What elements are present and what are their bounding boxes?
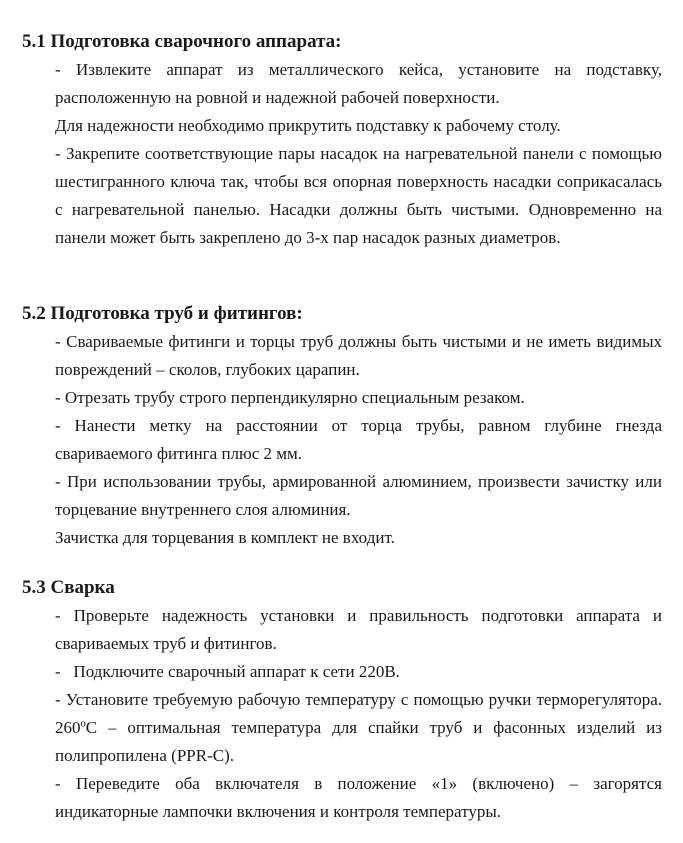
paragraph: - Проверьте надежность установки и правильность подготовки аппарата и свариваемых труб и фитингов. bbox=[55, 606, 662, 653]
paragraph: - Свариваемые фитинги и торцы труб должны быть чистыми и не иметь видимых повреждений – сколов, глубоких царапин. bbox=[55, 332, 662, 379]
paragraph: - Установите требуемую рабочую температуру с помощью ручки терморегулятора. 260ºС – оптимальная температура для спайки труб и фасонных изделий из полипропилена (PPR-C). bbox=[55, 690, 662, 765]
paragraph: - Извлеките аппарат из металлического кейса, установите на подставку, расположенную на ровной и надежной рабочей поверхности. bbox=[55, 60, 662, 107]
section-heading: 5.1 Подготовка сварочного аппарата: bbox=[22, 31, 342, 52]
section-heading: 5.3 Сварка bbox=[22, 577, 115, 598]
section-pipes-fittings-preparation bbox=[22, 301, 662, 552]
section-heading: 5.2 Подготовка труб и фитингов: bbox=[22, 303, 303, 324]
section-welding bbox=[22, 575, 662, 826]
paragraph: - При использовании трубы, армированной алюминием, произвести зачистку или торцевание внутреннего слоя алюминия. bbox=[55, 472, 662, 519]
paragraph: - Подключите сварочный аппарат к сети 220В. bbox=[55, 662, 400, 681]
paragraph: Для надежности необходимо прикрутить подставку к рабочему столу. bbox=[55, 116, 561, 135]
paragraph: - Нанести метку на расстоянии от торца трубы, равном глубине гнезда свариваемого фитинга плюс 2 мм. bbox=[55, 416, 662, 463]
section-device-preparation bbox=[22, 29, 662, 252]
paragraph: - Отрезать трубу строго перпендикулярно специальным резаком. bbox=[55, 388, 525, 407]
paragraph: Зачистка для торцевания в комплект не входит. bbox=[55, 528, 395, 547]
paragraph: - Закрепите соответствующие пары насадок на нагревательной панели с помощью шестигранного ключа так, чтобы вся опорная поверхность насадки соприкасалась с нагревательной панелью. Насадки должны быть чистыми. Одновременно на панели может быть закреплено до 3-х пар насадок разных диаметров. bbox=[55, 144, 662, 247]
paragraph: - Переведите оба включателя в положение «1» (включено) – загорятся индикаторные лампочки включения и контроля температуры. bbox=[55, 774, 662, 821]
